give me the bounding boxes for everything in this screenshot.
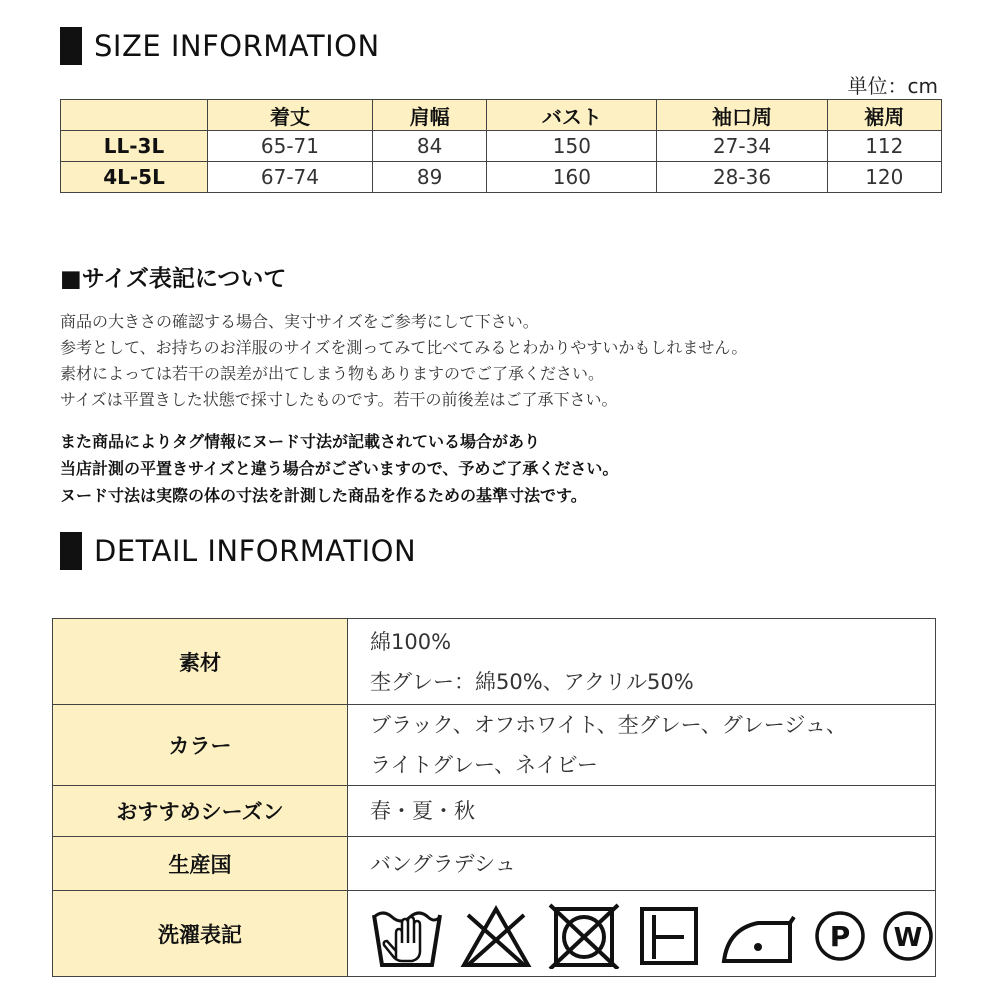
detail-value [348, 619, 936, 705]
title-bar-decoration [60, 27, 82, 65]
size-section-title-text: SIZE INFORMATION [94, 29, 380, 63]
size-table-corner [61, 100, 208, 131]
detail-line: ライトグレー、ネイビー [370, 753, 598, 777]
wet-clean-letter: W [893, 922, 923, 953]
size-table-header-row [61, 100, 942, 131]
cell-cuff: 28-36 [657, 162, 827, 193]
dry-clean-letter: P [829, 919, 851, 953]
header-cuff: 袖口周 [657, 100, 827, 131]
detail-table [52, 618, 936, 977]
detail-row-material [53, 619, 936, 705]
care-icons [370, 899, 935, 969]
table-row [61, 162, 942, 193]
detail-line: バングラデシュ [370, 851, 516, 876]
line-dry-shade-icon [636, 903, 702, 969]
note-line: サイズは平置きした状態で採寸したものです。若干の前後差はご了承下さい。 [60, 390, 618, 409]
no-bleach-icon [460, 903, 532, 969]
size-notes [60, 309, 747, 413]
care-icons-cell [348, 891, 936, 977]
header-bust: バスト [487, 100, 657, 131]
detail-value [348, 837, 936, 891]
cell-cuff: 27-34 [657, 131, 827, 162]
detail-line: 綿100% [370, 629, 452, 654]
no-tumble-dry-icon [548, 903, 620, 969]
detail-row-season [53, 786, 936, 837]
detail-label: おすすめシーズン [53, 786, 348, 837]
detail-row-care [53, 891, 936, 977]
detail-value [348, 705, 936, 786]
note-line: 商品の大きさの確認する場合、実寸サイズをご参考にして下さい。 [60, 312, 539, 331]
bold-note-line: ヌード寸法は実際の体の寸法を計測した商品を作るための基準寸法です。 [60, 486, 587, 505]
size-table [60, 99, 942, 193]
title-bar-decoration [60, 532, 82, 570]
cell-shoulder: 84 [372, 131, 486, 162]
row-size-label: LL-3L [61, 131, 208, 162]
cell-bust: 160 [487, 162, 657, 193]
wet-clean-w-icon [882, 910, 934, 962]
detail-label: カラー [53, 705, 348, 786]
header-length: 着丈 [208, 100, 373, 131]
row-size-label: 4L-5L [61, 162, 208, 193]
cell-length: 65-71 [208, 131, 373, 162]
detail-line: ブラック、オフホワイト、杢グレー、グレージュ、 [370, 713, 847, 737]
cell-hem: 120 [827, 162, 941, 193]
cell-length: 67-74 [208, 162, 373, 193]
header-shoulder: 肩幅 [372, 100, 486, 131]
header-hem: 裾周 [827, 100, 941, 131]
size-notes-title: ■サイズ表記について [60, 266, 287, 292]
cell-bust: 150 [487, 131, 657, 162]
detail-line: 春・夏・秋 [370, 799, 475, 823]
detail-label: 生産国 [53, 837, 348, 891]
detail-label: 素材 [53, 619, 348, 705]
unit-label: 単位：cm [847, 74, 938, 98]
note-line: 参考として、お持ちのお洋服のサイズを測ってみて比べてみるとわかりやすいかもしれません。 [60, 338, 748, 357]
iron-low-icon [718, 903, 798, 969]
hand-wash-icon [370, 903, 444, 969]
size-section-title [60, 26, 380, 66]
bold-note-line: 当店計測の平置きサイズと違う場合がございますので、予めご了承ください。 [60, 459, 619, 478]
dry-clean-p-icon [814, 910, 866, 962]
size-bold-notes [60, 428, 618, 509]
cell-shoulder: 89 [372, 162, 486, 193]
detail-section-title [60, 531, 416, 571]
cell-hem: 112 [827, 131, 941, 162]
bold-note-line: また商品によりタグ情報にヌード寸法が記載されている場合があり [60, 432, 541, 451]
detail-section-title-text: DETAIL INFORMATION [94, 534, 417, 568]
detail-row-color [53, 705, 936, 786]
detail-value [348, 786, 936, 837]
detail-line: 杢グレー：綿50%、アクリル50% [370, 669, 694, 694]
note-line: 素材によっては若干の誤差が出てしまう物もありますのでご了承ください。 [60, 364, 605, 383]
detail-label: 洗濯表記 [53, 891, 348, 977]
detail-row-country [53, 837, 936, 891]
table-row [61, 131, 942, 162]
